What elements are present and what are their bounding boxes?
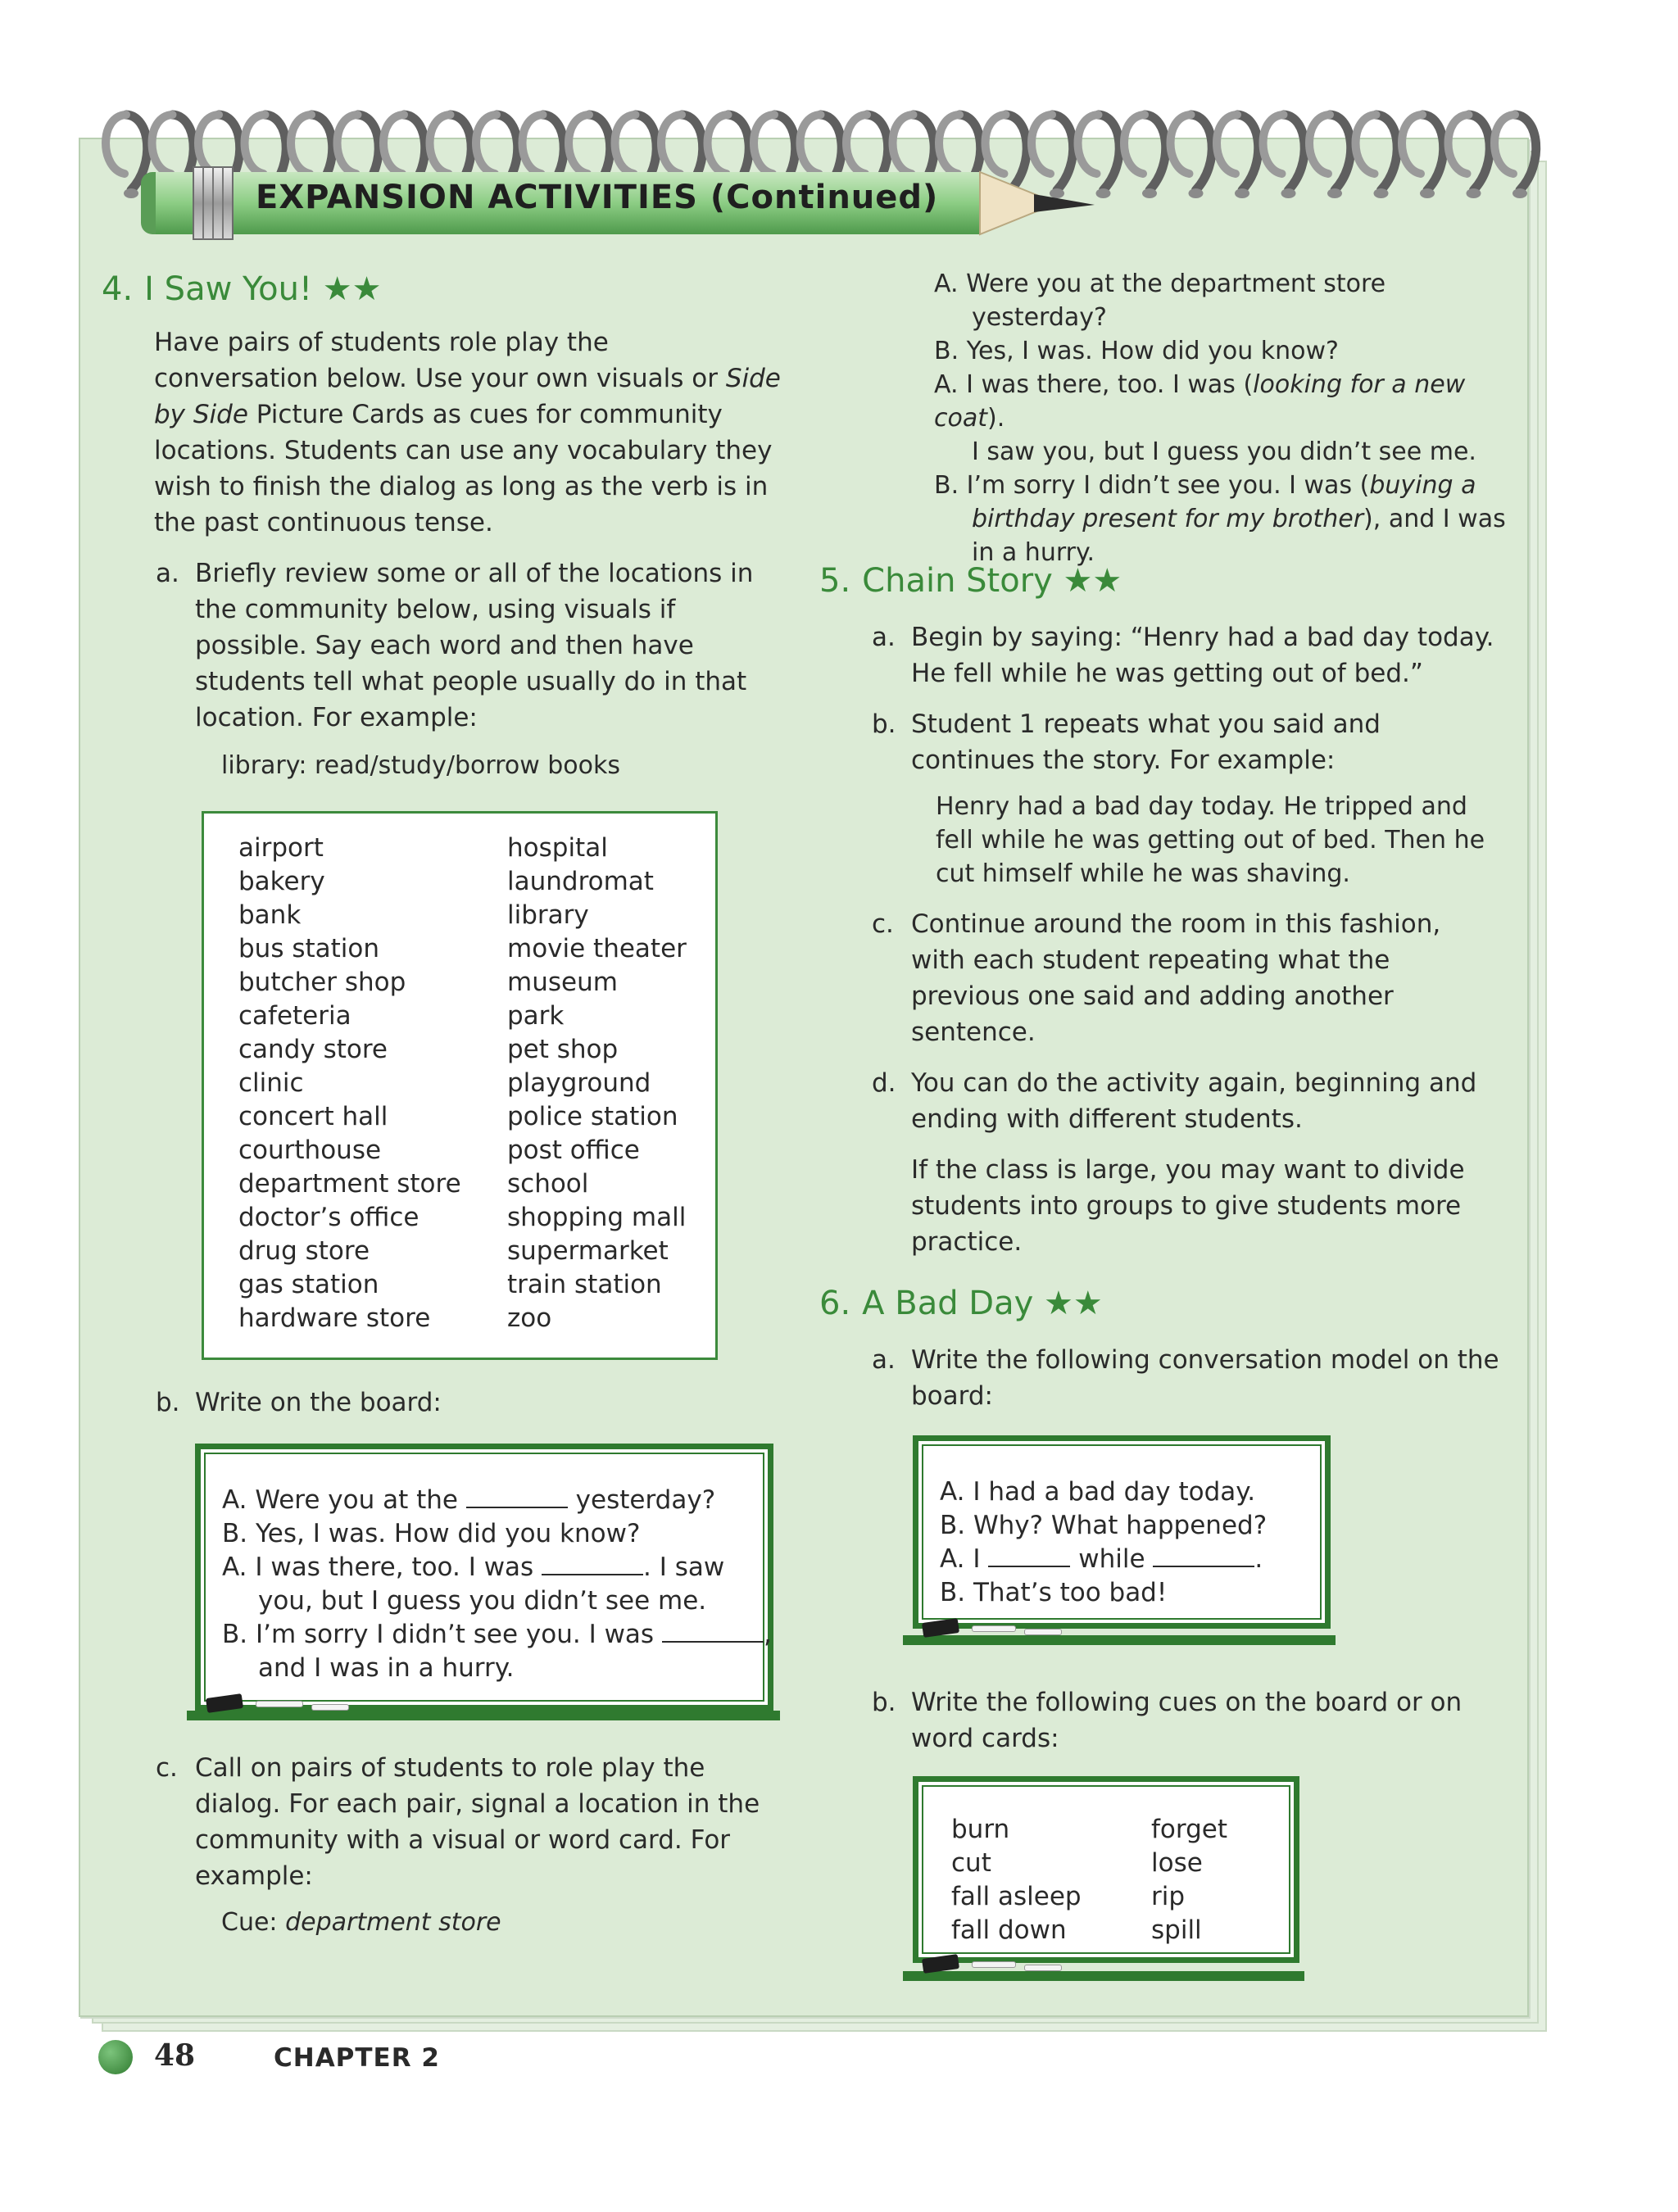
board-line: B. That’s too bad! <box>940 1578 1168 1607</box>
list-item: shopping mall <box>507 1203 687 1232</box>
a5-step-b-text <box>911 706 1517 778</box>
list-item: doctor’s office <box>238 1203 420 1232</box>
a5-line: Continue around the room in this fashion, <box>911 909 1441 939</box>
list-item: hardware store <box>238 1303 431 1333</box>
step-a-line: the community below, using visuals if <box>195 595 676 624</box>
intro-text: Picture Cards as cues for community <box>247 400 723 429</box>
a5-example-line: fell while he was getting out of bed. Then he <box>936 826 1485 854</box>
list-item: fall down <box>951 1915 1067 1945</box>
step-c-label: c. <box>156 1753 178 1783</box>
sample-text: ). <box>987 404 1005 433</box>
a5-step-c-label: c. <box>872 909 894 939</box>
a5-note-line: If the class is large, you may want to divide <box>911 1155 1465 1185</box>
sample-line: yesterday? <box>972 303 1107 332</box>
list-item: laundromat <box>507 867 654 896</box>
step-a-label: a. <box>156 559 179 588</box>
list-item: bakery <box>238 867 325 896</box>
list-item: cut <box>951 1848 991 1878</box>
list-item: lose <box>1151 1848 1203 1878</box>
chalk-icon <box>1024 1965 1062 1971</box>
chalk-icon <box>972 1961 1016 1968</box>
list-item: supermarket <box>507 1236 669 1266</box>
locations-list-left <box>238 832 461 1335</box>
blank-line <box>662 1640 764 1643</box>
page-number: 48 <box>154 2038 196 2073</box>
a5-line: continues the story. For example: <box>911 746 1336 775</box>
board-line: B. Yes, I was. How did you know? <box>222 1519 641 1548</box>
sample-text: B. I’m sorry I didn’t see you. I was ( <box>934 471 1370 500</box>
list-item: police station <box>507 1102 678 1131</box>
sample-italic: buying a <box>1369 471 1476 500</box>
list-item: department store <box>238 1169 461 1199</box>
step-c-line: dialog. For each pair, signal a location in the <box>195 1789 760 1819</box>
a5-note-line: practice. <box>911 1227 1023 1257</box>
a6-step-b-text <box>911 1684 1517 1756</box>
cue-value: department store <box>285 1908 501 1937</box>
banner-title: EXPANSION ACTIVITIES (Continued) <box>256 179 939 216</box>
list-item: drug store <box>238 1236 370 1266</box>
board-text: while <box>1070 1544 1154 1574</box>
a5-example <box>936 790 1517 891</box>
activity-6-number: 6. <box>819 1285 851 1322</box>
sample-italic: birthday present for my brother <box>972 505 1364 533</box>
a6-step-a-label: a. <box>872 1345 896 1375</box>
board-text: . <box>1254 1544 1263 1574</box>
a5-line: previous one said and adding another <box>911 981 1394 1011</box>
blank-line <box>988 1565 1070 1567</box>
intro-line <box>154 360 793 397</box>
board-text: . I saw <box>643 1552 725 1582</box>
list-item: burn <box>951 1815 1010 1844</box>
chalk-icon <box>311 1704 349 1711</box>
step-a-line: Briefly review some or all of the locations in <box>195 559 754 588</box>
a5-line: ending with different students. <box>911 1104 1303 1134</box>
board-text: A. I was there, too. I was <box>222 1552 542 1582</box>
intro-line: locations. Students can use any vocabulary they <box>154 436 773 465</box>
board-line: A. I had a bad day today. <box>940 1477 1256 1507</box>
intro-line: wish to finish the dialog as long as the verb is in <box>154 472 769 501</box>
intro-line <box>154 397 793 433</box>
board-line: you, but I guess you didn’t see me. <box>258 1586 707 1616</box>
board-line: B. Why? What happened? <box>940 1511 1268 1540</box>
cues-list-left <box>951 1813 1082 1947</box>
activity-6-heading <box>819 1285 1103 1322</box>
list-item: spill <box>1151 1915 1202 1945</box>
a5-step-b-label: b. <box>872 709 896 739</box>
list-item: rip <box>1151 1882 1186 1911</box>
a5-line: You can do the activity again, beginning and <box>911 1068 1477 1098</box>
activity-4-title: I Saw You! <box>144 270 312 308</box>
a5-note-line: students into groups to give students more <box>911 1191 1462 1221</box>
chalkboard-ledge <box>903 1971 1304 1981</box>
a5-line: with each student repeating what the <box>911 945 1390 975</box>
star-rating-icon: ★★ <box>1044 1285 1103 1322</box>
list-item: zoo <box>507 1303 552 1333</box>
activity-5-title: Chain Story <box>862 562 1053 600</box>
a5-line: Begin by saying: “Henry had a bad day today. <box>911 623 1494 652</box>
a6-line: Write the following cues on the board or on <box>911 1688 1463 1717</box>
board-text: B. I’m sorry I didn’t see you. I was <box>222 1620 662 1649</box>
board-line <box>222 1618 772 1652</box>
sample-line: in a hurry. <box>972 538 1095 567</box>
cues-list-right <box>1151 1813 1227 1947</box>
sample-dialog <box>934 267 1508 569</box>
board-line: and I was in a hurry. <box>258 1653 515 1683</box>
step-c-line: Call on pairs of students to role play the <box>195 1753 705 1783</box>
a6-step-b-label: b. <box>872 1688 896 1717</box>
sample-line <box>934 368 1508 435</box>
board-line <box>940 1543 1263 1576</box>
step-a-text <box>195 555 801 736</box>
sample-line: B. Yes, I was. How did you know? <box>934 337 1339 365</box>
list-item: school <box>507 1169 589 1199</box>
list-item: bank <box>238 900 302 930</box>
board-text: A. Were you at the <box>222 1485 466 1515</box>
a5-step-a-text <box>911 619 1517 691</box>
a5-step-d-label: d. <box>872 1068 896 1098</box>
list-item: clinic <box>238 1068 304 1098</box>
list-item: cafeteria <box>238 1001 351 1031</box>
list-item: forget <box>1151 1815 1227 1844</box>
chalk-icon <box>1024 1629 1062 1635</box>
step-b-text: Write on the board: <box>195 1388 442 1417</box>
chalk-icon <box>256 1701 303 1707</box>
intro-italic: by Side <box>154 400 248 429</box>
activity-6-title: A Bad Day <box>862 1285 1034 1322</box>
list-item: candy store <box>238 1035 388 1064</box>
step-c-line: example: <box>195 1861 313 1891</box>
step-a-line: students tell what people usually do in that <box>195 667 747 696</box>
a5-step-d-text <box>911 1065 1517 1137</box>
step-c-line: community with a visual or word card. For <box>195 1825 731 1855</box>
sample-text: ), and I was <box>1363 505 1506 533</box>
list-item: concert hall <box>238 1102 388 1131</box>
a5-step-a-label: a. <box>872 623 896 652</box>
cue-example <box>221 1906 501 1939</box>
locations-list-right <box>507 832 687 1335</box>
a5-example-line: cut himself while he was shaving. <box>936 859 1350 888</box>
a6-step-a-text <box>911 1342 1517 1414</box>
list-item: gas station <box>238 1270 379 1299</box>
board-line <box>222 1484 715 1517</box>
intro-line: Have pairs of students role play the <box>154 328 609 357</box>
star-rating-icon: ★★ <box>1063 562 1122 600</box>
a5-line: sentence. <box>911 1018 1036 1047</box>
list-item: post office <box>507 1135 640 1165</box>
a5-line: Student 1 repeats what you said and <box>911 709 1381 739</box>
activity-5-number: 5. <box>819 562 851 600</box>
page-marker-icon <box>98 2040 133 2074</box>
activity-4-heading <box>102 270 381 308</box>
a6-line: word cards: <box>911 1724 1059 1753</box>
a6-line: Write the following conversation model on the <box>911 1345 1499 1375</box>
step-a-example: library: read/study/borrow books <box>221 751 621 780</box>
activity-4-intro <box>154 324 793 541</box>
blank-line <box>542 1573 643 1575</box>
activity-4-number: 4. <box>102 270 134 308</box>
list-item: airport <box>238 833 324 863</box>
chalkboard-cues <box>913 1776 1299 1963</box>
sample-text: A. I was there, too. I was ( <box>934 370 1254 399</box>
intro-text: conversation below. Use your own visuals or <box>154 364 726 393</box>
step-a-line: location. For example: <box>195 703 478 732</box>
list-item: butcher shop <box>238 968 406 997</box>
sample-italic: looking for a new coat <box>934 370 1466 433</box>
sample-line: A. Were you at the department store <box>934 270 1386 298</box>
sample-line: I saw you, but I guess you didn’t see me. <box>972 437 1476 466</box>
board-line <box>222 1551 724 1584</box>
chalk-icon <box>972 1625 1016 1632</box>
sample-line <box>934 502 1508 536</box>
list-item: hospital <box>507 833 608 863</box>
list-item: museum <box>507 968 618 997</box>
step-c-text <box>195 1750 801 1894</box>
a5-note <box>911 1152 1517 1260</box>
star-rating-icon: ★★ <box>322 270 382 308</box>
list-item: bus station <box>238 934 380 963</box>
locations-word-box <box>202 811 718 1360</box>
chalkboard-ledge <box>903 1635 1336 1645</box>
intro-line: the past continuous tense. <box>154 508 493 537</box>
blank-line <box>1153 1565 1254 1567</box>
board-text: A. I <box>940 1544 989 1574</box>
list-item: park <box>507 1001 565 1031</box>
list-item: fall asleep <box>951 1882 1082 1911</box>
list-item: library <box>507 900 589 930</box>
pencil-banner <box>0 0 1678 262</box>
step-b-label: b. <box>156 1388 180 1417</box>
list-item: pet shop <box>507 1035 619 1064</box>
chalkboard-dialog <box>195 1444 773 1711</box>
intro-italic: Side <box>725 364 781 393</box>
step-a-line: possible. Say each word and then have <box>195 631 694 660</box>
board-text: yesterday? <box>567 1485 716 1515</box>
a5-example-line: Henry had a bad day today. He tripped and <box>936 792 1467 821</box>
a5-step-c-text <box>911 906 1517 1050</box>
chapter-label: CHAPTER 2 <box>274 2043 440 2073</box>
a6-line: board: <box>911 1381 993 1411</box>
list-item: train station <box>507 1270 662 1299</box>
list-item: playground <box>507 1068 651 1098</box>
activity-5-heading <box>819 562 1122 600</box>
board-text: , <box>763 1620 772 1649</box>
sample-line <box>934 469 1508 502</box>
a5-line: He fell while he was getting out of bed.” <box>911 659 1423 688</box>
blank-line <box>466 1506 568 1508</box>
chalkboard-bad-day <box>913 1435 1331 1629</box>
list-item: movie theater <box>507 934 687 963</box>
list-item: courthouse <box>238 1135 382 1165</box>
chalkboard-ledge <box>187 1711 780 1720</box>
cue-label: Cue: <box>221 1908 286 1937</box>
